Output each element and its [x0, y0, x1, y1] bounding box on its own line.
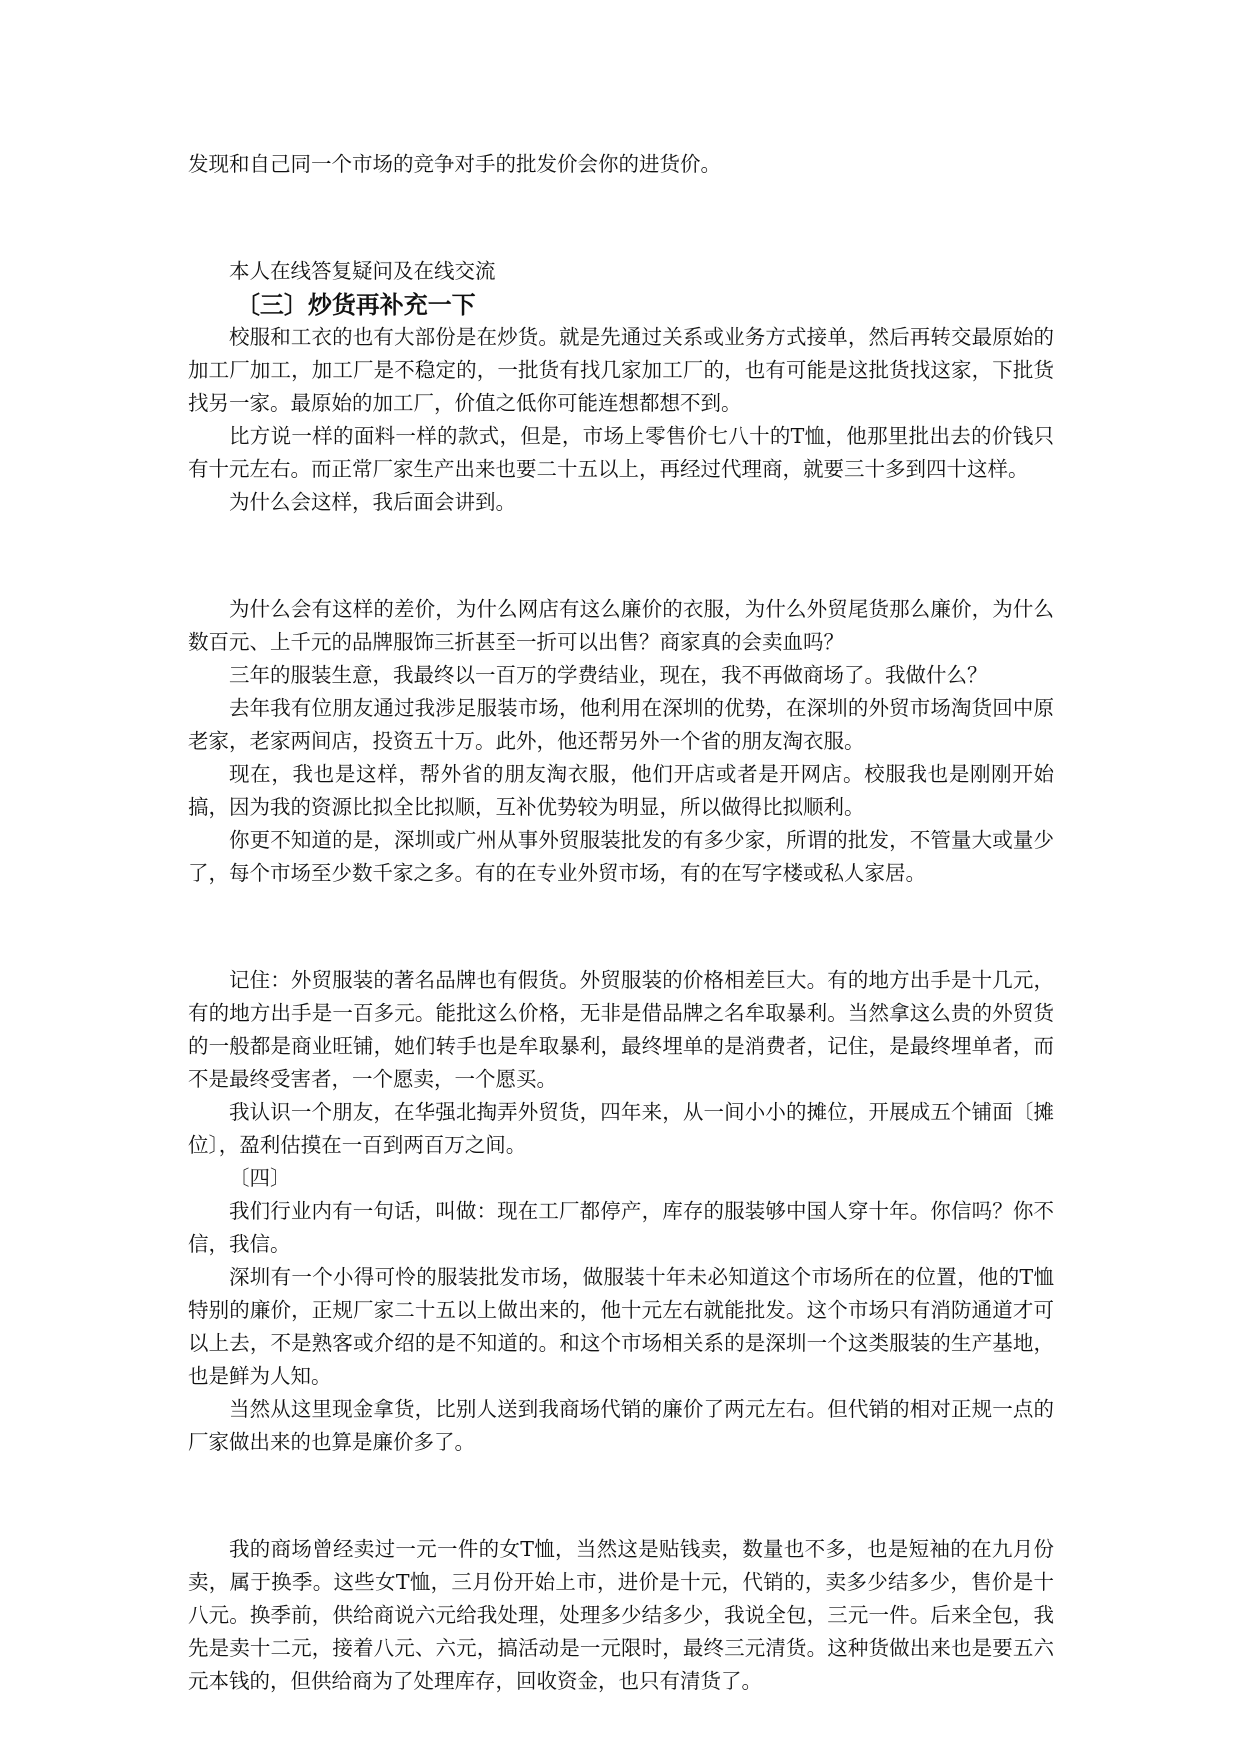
- paragraph: 去年我有位朋友通过我涉足服装市场，他利用在深圳的优势，在深圳的外贸市场淘货回中原老家，老家两间店，投资五十万。此外，他还帮另外一个省的朋友淘衣服。: [188, 696, 1054, 753]
- paragraph: 我们行业内有一句话，叫做：现在工厂都停产，库存的服装够中国人穿十年。你信吗？你不信，我信。: [188, 1199, 1054, 1256]
- blank-line: [188, 1480, 1054, 1513]
- blank-line: [188, 540, 1054, 573]
- paragraph: 为什么会有这样的差价，为什么网店有这么廉价的衣服，为什么外贸尾货那么廉价，为什么数百元、上千元的品牌服饰三折甚至一折可以出售？商家真的会卖血吗？: [188, 597, 1054, 654]
- paragraph: 为什么会这样，我后面会讲到。: [229, 490, 516, 514]
- paragraph: 你更不知道的是，深圳或广州从事外贸服装批发的有多少家，所谓的批发，不管量大或量少了，每个市场至少数千家之多。有的在专业外贸市场，有的在写字楼或私人家居。: [188, 828, 1054, 885]
- paragraph: 〔四〕: [229, 1166, 291, 1190]
- section-heading: 〔三〕炒货再补充一下: [235, 290, 476, 319]
- paragraph: 现在，我也是这样，帮外省的朋友淘衣服，他们开店或者是开网店。校服我也是刚刚开始搞，因为我的资源比拟全比拟顺，互补优势较为明显，所以做得比拟顺利。: [188, 762, 1054, 819]
- paragraph: 三年的服装生意，我最终以一百万的学费结业，现在，我不再做商场了。我做什么？: [229, 663, 988, 687]
- blank-line: [188, 202, 1054, 235]
- paragraph: 发现和自己同一个市场的竞争对手的批发价会你的进货价。: [188, 152, 721, 176]
- blank-line: [188, 911, 1054, 944]
- paragraph: 深圳有一个小得可怜的服装批发市场，做服装十年未必知道这个市场所在的位置，他的T恤特别的廉价，正规厂家二十五以上做出来的，他十元左右就能批发。这个市场只有消防通道才可以上去，不是熟客或介绍的是不知道的。和这个市场相关系的是深圳一个这类服装的生产基地，也是鲜为人知。: [188, 1265, 1054, 1388]
- paragraph: 校服和工衣的也有大部份是在炒货。就是先通过关系或业务方式接单，然后再转交最原始的加工厂加工，加工厂是不稳定的，一批货有找几家加工厂的，也有可能是这批货找这家，下批货找另一家。最原始的加工厂，价值之低你可能连想都想不到。: [188, 325, 1054, 415]
- paragraph: 记住：外贸服装的著名品牌也有假货。外贸服装的价格相差巨大。有的地方出手是十几元，有的地方出手是一百多元。能批这么价格，无非是借品牌之名牟取暴利。当然拿这么贵的外贸货的一般都是商业旺铺，她们转手也是牟取暴利，最终埋单的是消费者，记住，是最终埋单者，而不是最终受害者，一个愿卖，一个愿买。: [188, 968, 1054, 1091]
- paragraph: 比方说一样的面料一样的款式，但是，市场上零售价七八十的T恤，他那里批出去的价钱只有十元左右。而正常厂家生产出来也要二十五以上，再经过代理商，就要三十多到四十这样。: [188, 424, 1054, 481]
- paragraph: 本人在线答复疑问及在线交流: [229, 259, 496, 283]
- paragraph: 当然从这里现金拿货，比别人送到我商场代销的廉价了两元左右。但代销的相对正规一点的厂家做出来的也算是廉价多了。: [188, 1397, 1054, 1454]
- paragraph: 我的商场曾经卖过一元一件的女T恤，当然这是贴钱卖，数量也不多，也是短袖的在九月份卖，属于换季。这些女T恤，三月份开始上市，进价是十元，代销的，卖多少结多少，售价是十八元。换季前，供给商说六元给我处理，处理多少结多少，我说全包，三元一件。后来全包，我先是卖十二元，接着八元、六元，搞活动是一元限时，最终三元清货。这种货做出来也是要五六元本钱的，但供给商为了处理库存，回收资金，也只有清货了。: [188, 1537, 1054, 1693]
- paragraph: 我认识一个朋友，在华强北掏弄外贸货，四年来，从一间小小的摊位，开展成五个铺面〔摊位〕，盈利估摸在一百到两百万之间。: [188, 1100, 1054, 1157]
- document-page: [188, 148, 1054, 1698]
